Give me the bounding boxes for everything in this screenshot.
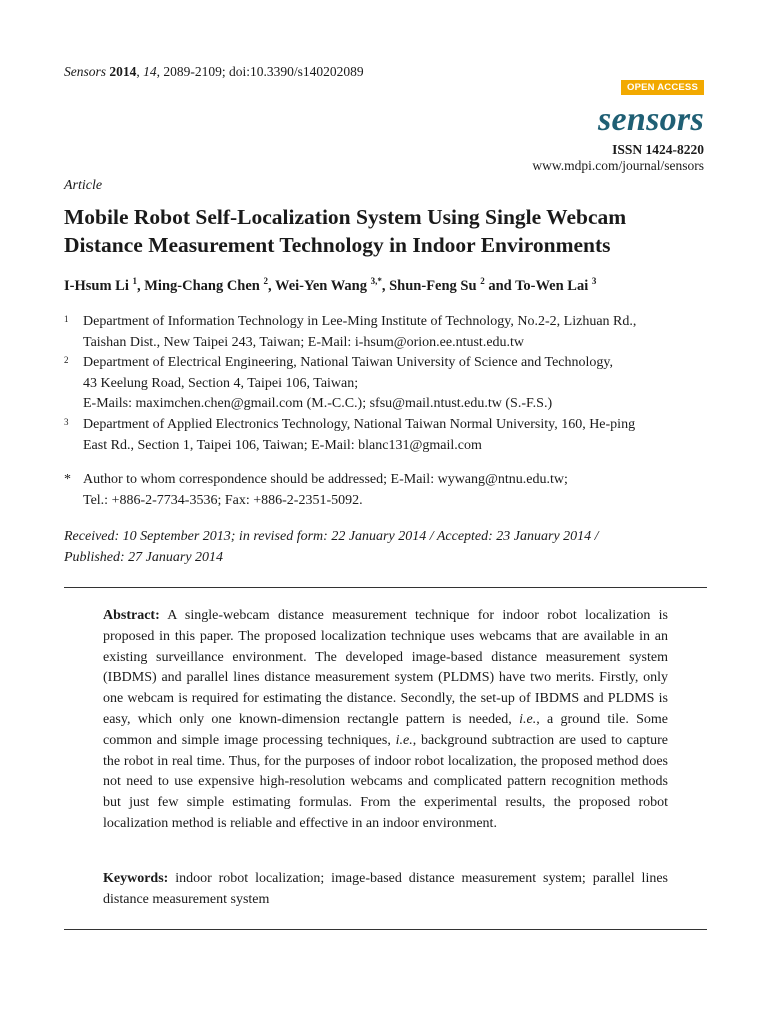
affiliation-line: Taishan Dist., New Taipei 243, Taiwan; E-Mail: i-hsum@orion.ee.ntust.edu.tw — [83, 334, 525, 350]
citation-year: 2014 — [109, 64, 137, 79]
bottom-divider — [64, 929, 707, 930]
affiliation-number: 3 — [64, 417, 69, 427]
citation-pages-doi: , 2089-2109; doi:10.3390/s140202089 — [156, 64, 364, 79]
abstract — [103, 606, 668, 835]
title-line-1: Mobile Robot Self-Localization System Using Single Webcam — [64, 205, 627, 229]
abstract-text: , background subtraction are used to capture the robot in real time. Thus, for the purposes of indoor robot localization, the proposed method does not need to use expensive high-resolution webcams and complicated pattern recognition methods but just few simple estimating formulas. From the experimental results, the proposed robot localization method is reliable and effective in an indoor environment. — [103, 732, 668, 831]
keywords-text: indoor robot localization; image-based distance measurement system; parallel lines distance measurement system — [103, 871, 668, 907]
journal-url[interactable]: www.mdpi.com/journal/sensors — [532, 158, 704, 173]
abstract-ie: i.e. — [519, 711, 537, 727]
author-list — [64, 276, 596, 295]
affiliation-line: 43 Keelung Road, Section 4, Taipei 106, Taiwan; — [83, 375, 359, 391]
journal-logo: sensors — [597, 101, 704, 138]
affiliation-number: 1 — [64, 314, 69, 324]
issn: ISSN 1424-8220 — [612, 142, 704, 157]
affiliation-number: 2 — [64, 355, 69, 365]
author-name: To-Wen Lai — [515, 277, 589, 294]
affiliation-line: Department of Information Technology in Lee-Ming Institute of Technology, No.2-2, Lizhuan Rd., — [83, 314, 637, 329]
correspondence — [64, 470, 714, 511]
abstract-label: Abstract: — [103, 608, 160, 623]
dates-line-1: Received: 10 September 2013; in revised form: 22 January 2014 / Accepted: 23 January 2014 / — [64, 529, 599, 544]
affiliation-1 — [64, 312, 714, 353]
abstract-text: A single-webcam distance measurement technique for indoor robot localization is proposed in this paper. The proposed localization technique uses webcams that are available in an existing surveillance environment. The developed image-based distance measurement system (IBDMS) and parallel lines distance measurement system (PLDMS) have two merits. Firstly, only one webcam is required for estimating the distance. Secondly, the set-up of IBDMS and PLDMS is easy, which only one known-dimension rectangle pattern is needed, — [103, 608, 668, 727]
affiliation-3 — [64, 415, 714, 456]
author-affiliation-mark: 2 — [263, 276, 268, 286]
author-name: Shun-Feng Su — [389, 277, 477, 294]
author-separator: and — [484, 277, 516, 294]
author-name: Wei-Yen Wang — [275, 277, 367, 294]
abstract-text: , a ground tile. Some common and simple image processing techniques, — [103, 711, 668, 748]
author-separator: , — [137, 277, 145, 294]
affiliation-line: Department of Applied Electronics Technology, National Taiwan Normal University, 160, He-ping — [83, 417, 636, 432]
author-name: I-Hsum Li — [64, 277, 129, 294]
correspondence-star: * — [64, 472, 71, 487]
affiliation-line: East Rd., Section 1, Taipei 106, Taiwan; E-Mail: blanc131@gmail.com — [83, 437, 482, 453]
author-affiliation-mark: 3 — [591, 276, 597, 286]
author-separator: , — [381, 277, 390, 294]
open-access-badge: OPEN ACCESS — [621, 80, 704, 95]
affiliation-2 — [64, 353, 714, 415]
author-affiliation-mark: 1 — [132, 276, 137, 286]
affiliation-line: Department of Electrical Engineering, National Taiwan University of Science and Technology, — [83, 355, 613, 370]
citation-line: Sensors 2014, 14, 2089-2109; doi:10.3390/s140202089 — [64, 64, 364, 79]
abstract-ie: i.e. — [395, 732, 413, 748]
affiliation-line: E-Mails: maximchen.chen@gmail.com (M.-C.C.); sfsu@mail.ntust.edu.tw (S.-F.S.) — [83, 396, 553, 411]
citation-journal: Sensors — [64, 64, 107, 79]
citation-volume: 14 — [143, 64, 157, 79]
author-separator: , — [268, 277, 275, 294]
author-affiliation-mark: 2 — [480, 276, 485, 286]
title-line-2: Distance Measurement Technology in Indoor Environments — [64, 233, 611, 257]
paper-title — [64, 203, 714, 259]
correspondence-line: Author to whom correspondence should be addressed; E-Mail: wywang@ntnu.edu.tw; — [83, 472, 568, 487]
correspondence-line: Tel.: +886-2-7734-3536; Fax: +886-2-2351-5092. — [83, 492, 363, 508]
dates-line-2: Published: 27 January 2014 — [64, 549, 224, 565]
author-name: Ming-Chang Chen — [144, 277, 260, 294]
keywords-label: Keywords: — [103, 871, 169, 886]
author-affiliation-mark: 3,* — [370, 276, 382, 286]
article-type: Article — [64, 178, 103, 193]
keywords — [103, 869, 668, 911]
publication-dates — [64, 527, 714, 568]
top-divider — [64, 587, 707, 588]
